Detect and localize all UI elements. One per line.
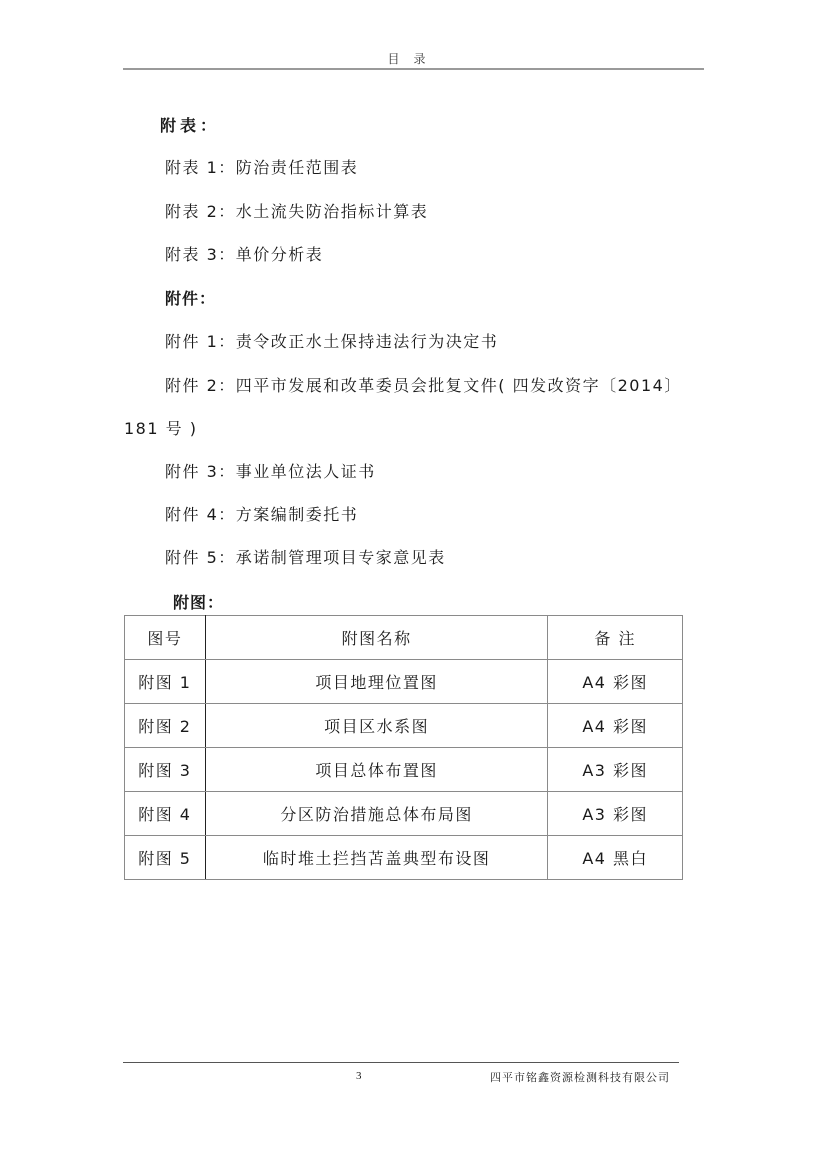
figure-number: 附图 1 [125, 660, 206, 704]
item-text: 四平市发展和改革委员会批复文件( 四发改资字〔2014〕 [235, 376, 682, 395]
attached-table-item [165, 242, 323, 265]
attachment-item [165, 545, 446, 568]
attachment-item [165, 502, 358, 525]
attachments-heading: 附件： [165, 289, 217, 308]
table-row [125, 836, 683, 880]
item-label: 附件 2： [165, 376, 236, 395]
figure-remark: A4 彩图 [548, 660, 683, 704]
attached-table-item [165, 199, 428, 222]
page-number: 3 [356, 1070, 362, 1082]
table-row [125, 704, 683, 748]
figure-remark: A4 彩图 [548, 704, 683, 748]
item-label: 附件 3： [165, 462, 236, 481]
table-row [125, 792, 683, 836]
footer-divider [123, 1062, 679, 1063]
column-header: 图号 [125, 616, 206, 660]
figure-number: 附图 5 [125, 836, 206, 880]
figure-number: 附图 2 [125, 704, 206, 748]
column-header: 附图名称 [205, 616, 548, 660]
item-text: 方案编制委托书 [235, 505, 359, 524]
table-row [125, 748, 683, 792]
figure-remark: A4 黑白 [548, 836, 683, 880]
figure-name: 项目总体布置图 [205, 748, 548, 792]
table-header-row [125, 616, 683, 660]
header-divider [123, 68, 704, 70]
item-text: 水土流失防治指标计算表 [235, 202, 429, 221]
figure-name: 分区防治措施总体布局图 [205, 792, 548, 836]
figure-remark: A3 彩图 [548, 792, 683, 836]
attachment-item [165, 373, 682, 396]
item-text: 事业单位法人证书 [235, 462, 376, 481]
item-text: 单价分析表 [235, 245, 324, 264]
figure-remark: A3 彩图 [548, 748, 683, 792]
item-label: 附表 3： [165, 245, 236, 264]
item-text: 防治责任范围表 [235, 158, 359, 177]
item-label: 附件 5： [165, 548, 236, 567]
attached-figures-heading: 附图： [173, 593, 225, 612]
attachment-item [165, 329, 498, 352]
page-header-title: 目录 [387, 52, 440, 66]
item-label: 附件 4： [165, 505, 236, 524]
item-text: 责令改正水土保持违法行为决定书 [235, 332, 499, 351]
attached-tables-heading: 附表： [160, 116, 221, 135]
figure-name: 项目区水系图 [205, 704, 548, 748]
item-label: 附表 1： [165, 158, 236, 177]
table-row [125, 660, 683, 704]
item-text: 承诺制管理项目专家意见表 [235, 548, 446, 567]
attached-table-item [165, 155, 358, 178]
attachment-item [165, 459, 376, 482]
figure-name: 临时堆土拦挡苫盖典型布设图 [205, 836, 548, 880]
figure-name: 项目地理位置图 [205, 660, 548, 704]
company-name: 四平市铭鑫资源检测科技有限公司 [490, 1071, 670, 1084]
figure-number: 附图 3 [125, 748, 206, 792]
item-label: 附表 2： [165, 202, 236, 221]
attached-figures-table [124, 615, 683, 880]
attachment-item-continuation: 181 号 ) [124, 419, 198, 438]
item-label: 附件 1： [165, 332, 236, 351]
column-header: 备 注 [548, 616, 683, 660]
figure-number: 附图 4 [125, 792, 206, 836]
